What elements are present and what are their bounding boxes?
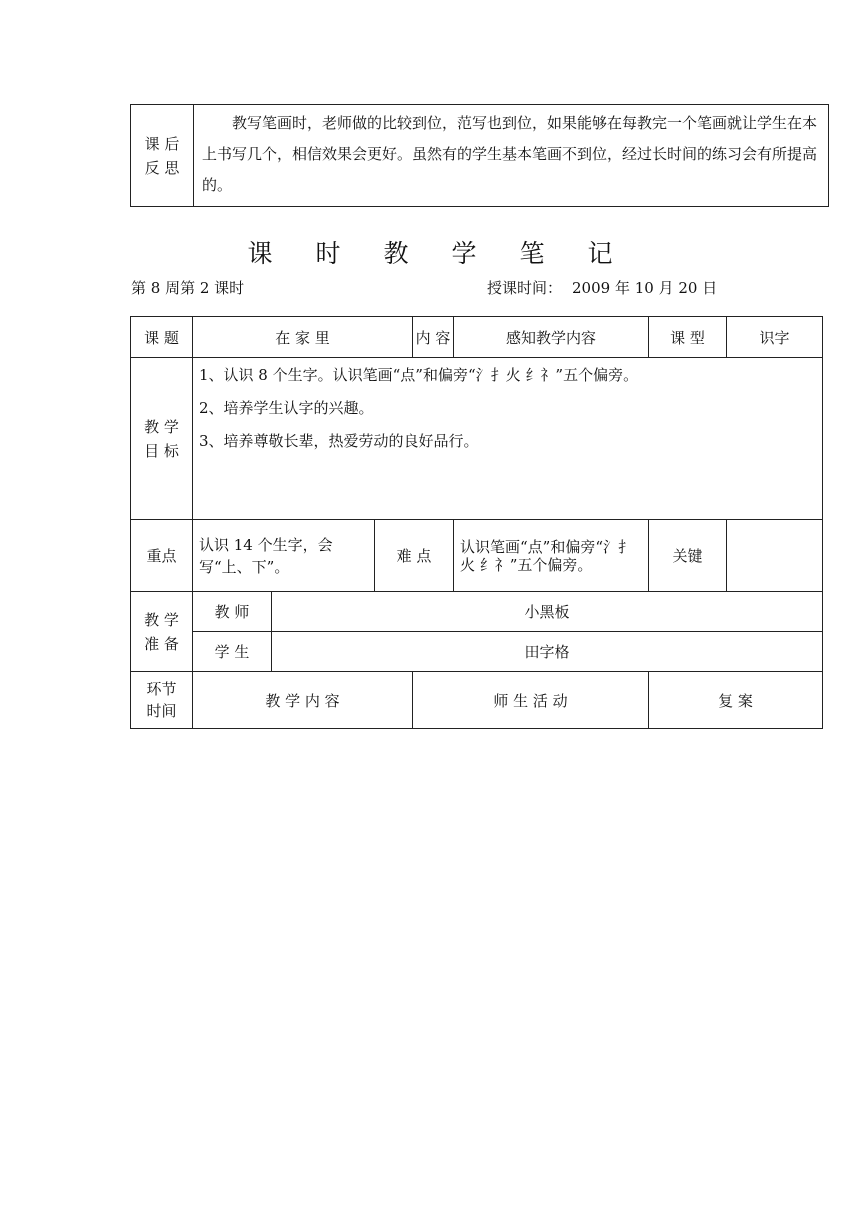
goal-item: 1、认识 8 个生字。认识笔画“点”和偏旁“氵扌火 纟礻”五个偏旁。 xyxy=(199,366,639,384)
prep-student-row xyxy=(131,632,823,672)
difficulty-value: 认识笔画“点”和偏旁“氵扌火 纟礻”五个偏旁。 xyxy=(454,520,649,592)
goals-label xyxy=(131,358,193,520)
type-label: 课 型 xyxy=(649,317,727,358)
prep-teacher-row xyxy=(131,592,823,632)
segment-label-line1: 环节 xyxy=(146,680,177,698)
title-char: 课 xyxy=(247,239,273,268)
goals-label-line2: 目 标 xyxy=(144,441,179,460)
teacher-value: 小黑板 xyxy=(272,592,823,632)
topic-label: 课 题 xyxy=(131,317,193,358)
segment-header-row xyxy=(131,672,823,729)
goal-item: 3、培养尊敬长辈，热爱劳动的良好品行。 xyxy=(199,432,479,450)
title-char: 学 xyxy=(451,239,477,268)
goals-label-line1: 教 学 xyxy=(144,417,179,436)
date-label: 授课时间： xyxy=(487,279,563,297)
prep-label-line2: 准 备 xyxy=(144,634,179,653)
segment-label xyxy=(131,672,193,729)
type-value: 识字 xyxy=(727,317,823,358)
title-char: 时 xyxy=(315,239,341,268)
col-content-header: 教 学 内 容 xyxy=(193,672,413,729)
segment-label-line2: 时间 xyxy=(146,702,177,720)
key-label: 重点 xyxy=(131,520,193,592)
goals-row xyxy=(131,358,823,520)
reflection-label-line1: 课 后 xyxy=(144,134,180,153)
content-value: 感知教学内容 xyxy=(454,317,649,358)
topic-row xyxy=(131,317,823,358)
critical-value xyxy=(727,520,823,592)
col-review-header: 复 案 xyxy=(649,672,823,729)
teacher-label: 教 师 xyxy=(193,592,272,632)
key-row xyxy=(131,520,823,592)
student-label: 学 生 xyxy=(193,632,272,672)
reflection-table xyxy=(130,104,829,207)
title-char: 记 xyxy=(587,239,613,268)
date-info xyxy=(487,277,717,298)
date-value: 2009 年 10 月 20 日 xyxy=(572,279,718,297)
reflection-text: 教写笔画时，老师做的比较到位，范写也到位，如果能够在每教完一个笔画就让学生在本上书写几个，相信效果会更好。虽然有的学生基本笔画不到位，经过长时间的练习会有所提高的。 xyxy=(194,105,829,207)
prep-label xyxy=(131,592,193,672)
prep-label-line1: 教 学 xyxy=(144,610,179,629)
week-info: 第 8 周第 2 课时 xyxy=(131,279,245,297)
title-char: 教 xyxy=(383,239,409,268)
content-label: 内 容 xyxy=(413,317,454,358)
topic-value: 在 家 里 xyxy=(193,317,413,358)
reflection-label-line2: 反 思 xyxy=(144,158,180,177)
student-value: 田字格 xyxy=(272,632,823,672)
reflection-label-cell xyxy=(131,105,194,207)
difficulty-label: 难 点 xyxy=(375,520,454,592)
col-activity-header: 师 生 活 动 xyxy=(413,672,649,729)
goal-item: 2、培养学生认字的兴趣。 xyxy=(199,399,374,417)
title-char: 笔 xyxy=(519,239,545,268)
goals-list xyxy=(193,358,823,520)
lesson-table xyxy=(130,316,823,729)
page-title xyxy=(0,234,860,270)
critical-label: 关键 xyxy=(649,520,727,592)
key-value: 认识 14 个生字，会写“上、下”。 xyxy=(193,520,375,592)
